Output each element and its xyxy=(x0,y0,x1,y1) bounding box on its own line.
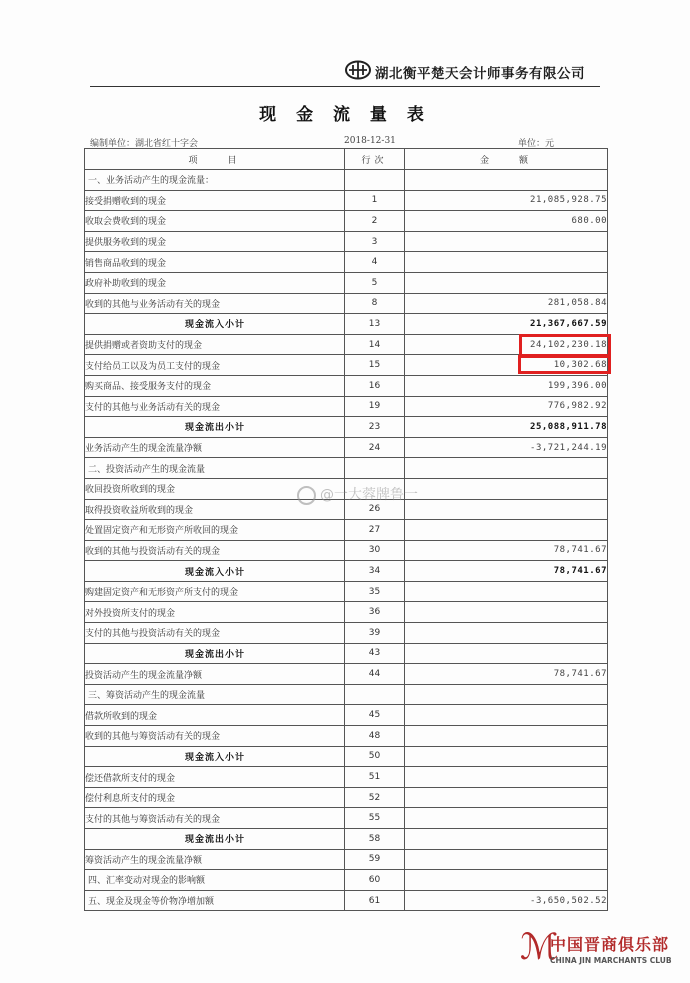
row-item-label: 销售商品收到的现金 xyxy=(85,252,345,273)
row-line-number: 4 xyxy=(345,252,405,273)
table-row xyxy=(85,767,608,788)
row-item-label: 购建固定资产和无形资产所支付的现金 xyxy=(85,581,345,602)
table-row xyxy=(85,375,608,396)
row-amount: 281,058.84 xyxy=(405,293,608,314)
row-line-number: 59 xyxy=(345,849,405,870)
row-item-label: 三、筹资活动产生的现金流量 xyxy=(85,684,345,705)
table-row xyxy=(85,272,608,293)
table-row xyxy=(85,726,608,747)
row-line-number: 52 xyxy=(345,787,405,808)
row-line-number: 24 xyxy=(345,437,405,458)
row-amount xyxy=(405,520,608,541)
row-item-label: 现金流出小计 xyxy=(85,829,345,850)
row-item-label: 支付的其他与投资活动有关的现金 xyxy=(85,623,345,644)
row-amount: 78,741.67 xyxy=(405,561,608,582)
row-amount: -3,721,244.19 xyxy=(405,437,608,458)
row-item-label: 现金流入小计 xyxy=(85,314,345,335)
row-amount xyxy=(405,478,608,499)
table-row xyxy=(85,705,608,726)
row-amount: 21,085,928.75 xyxy=(405,190,608,211)
table-row xyxy=(85,190,608,211)
row-item-label: 提供服务收到的现金 xyxy=(85,231,345,252)
row-line-number: 50 xyxy=(345,746,405,767)
firm-name: 湖北衡平楚天会计师事务有限公司 xyxy=(375,66,585,82)
row-amount xyxy=(405,272,608,293)
column-header-line: 行次 xyxy=(345,149,405,170)
row-item-label: 业务活动产生的现金流量净额 xyxy=(85,437,345,458)
unit-label: 单位：元 xyxy=(518,139,555,149)
row-amount xyxy=(405,829,608,850)
table-row xyxy=(85,581,608,602)
row-line-number: 1 xyxy=(345,190,405,211)
row-item-label: 取得投资收益所收到的现金 xyxy=(85,499,345,520)
row-line-number: 2 xyxy=(345,211,405,232)
table-row xyxy=(85,849,608,870)
row-item-label: 收取会费收到的现金 xyxy=(85,211,345,232)
table-row xyxy=(85,808,608,829)
table-row xyxy=(85,540,608,561)
row-item-label: 现金流入小计 xyxy=(85,746,345,767)
row-item-label: 处置固定资产和无形资产所收回的现金 xyxy=(85,520,345,541)
row-line-number: 35 xyxy=(345,581,405,602)
report-date: 2018-12-31 xyxy=(344,136,396,146)
row-item-label: 政府补助收到的现金 xyxy=(85,272,345,293)
row-amount: 680.00 xyxy=(405,211,608,232)
row-item-label: 投资活动产生的现金流量净额 xyxy=(85,664,345,685)
row-item-label: 收回投资所收到的现金 xyxy=(85,478,345,499)
row-line-number xyxy=(345,170,405,191)
cash-flow-table xyxy=(84,148,608,911)
row-line-number: 26 xyxy=(345,499,405,520)
row-item-label: 现金流入小计 xyxy=(85,561,345,582)
org-label: 编制单位：湖北省红十字会 xyxy=(90,139,199,149)
weibo-watermark xyxy=(297,484,418,505)
table-row xyxy=(85,417,608,438)
row-line-number: 58 xyxy=(345,829,405,850)
highlight-box-line-15 xyxy=(518,355,611,374)
row-amount xyxy=(405,746,608,767)
row-amount: 78,741.67 xyxy=(405,540,608,561)
row-amount xyxy=(405,252,608,273)
table-row xyxy=(85,684,608,705)
row-line-number: 23 xyxy=(345,417,405,438)
table-row xyxy=(85,787,608,808)
row-item-label: 现金流出小计 xyxy=(85,417,345,438)
row-item-label: 二、投资活动产生的现金流量 xyxy=(85,458,345,479)
row-amount: 776,982.92 xyxy=(405,396,608,417)
row-item-label: 收到的其他与业务活动有关的现金 xyxy=(85,293,345,314)
row-amount: -3,650,502.52 xyxy=(405,890,608,911)
table-row xyxy=(85,829,608,850)
column-header-amount: 金 额 xyxy=(405,149,608,170)
row-item-label: 借款所收到的现金 xyxy=(85,705,345,726)
row-amount: 25,088,911.78 xyxy=(405,417,608,438)
firm-header xyxy=(345,56,595,86)
firm-logo-icon xyxy=(345,60,371,80)
row-line-number: 30 xyxy=(345,540,405,561)
row-amount xyxy=(405,499,608,520)
row-line-number: 34 xyxy=(345,561,405,582)
row-amount xyxy=(405,705,608,726)
row-amount: 24,102,230.18 xyxy=(405,334,608,355)
row-amount xyxy=(405,643,608,664)
table-row xyxy=(85,252,608,273)
row-amount: 10,302.68 xyxy=(405,355,608,376)
row-item-label: 偿还借款所支付的现金 xyxy=(85,767,345,788)
row-amount xyxy=(405,684,608,705)
table-row xyxy=(85,231,608,252)
table-row xyxy=(85,602,608,623)
table-row xyxy=(85,643,608,664)
row-item-label: 接受捐赠收到的现金 xyxy=(85,190,345,211)
row-line-number: 61 xyxy=(345,890,405,911)
row-item-label: 收到的其他与投资活动有关的现金 xyxy=(85,540,345,561)
club-name-en: CHINA JIN MARCHANTS CLUB xyxy=(550,956,672,965)
highlight-box-line-14 xyxy=(519,334,611,357)
row-amount xyxy=(405,849,608,870)
row-amount xyxy=(405,726,608,747)
table-row xyxy=(85,437,608,458)
row-amount xyxy=(405,623,608,644)
table-row xyxy=(85,520,608,541)
row-amount xyxy=(405,231,608,252)
table-header-row xyxy=(85,149,608,170)
document-title: 现 金 流 量 表 xyxy=(259,105,431,125)
row-item-label: 四、汇率变动对现金的影响额 xyxy=(85,870,345,891)
row-line-number: 5 xyxy=(345,272,405,293)
club-watermark xyxy=(520,928,685,974)
row-item-label: 对外投资所支付的现金 xyxy=(85,602,345,623)
row-item-label: 支付给员工以及为员工支付的现金 xyxy=(85,355,345,376)
row-amount xyxy=(405,767,608,788)
row-line-number: 60 xyxy=(345,870,405,891)
row-item-label: 购买商品、接受服务支付的现金 xyxy=(85,375,345,396)
row-line-number: 19 xyxy=(345,396,405,417)
row-line-number xyxy=(345,458,405,479)
row-item-label: 筹资活动产生的现金流量净额 xyxy=(85,849,345,870)
table-row xyxy=(85,561,608,582)
table-row xyxy=(85,623,608,644)
table-row xyxy=(85,293,608,314)
row-amount xyxy=(405,581,608,602)
watermark-text: @一大蓉牌鲁一 xyxy=(320,487,418,503)
row-line-number: 3 xyxy=(345,231,405,252)
table-row xyxy=(85,890,608,911)
table-row xyxy=(85,170,608,191)
row-line-number: 44 xyxy=(345,664,405,685)
row-line-number xyxy=(345,684,405,705)
row-line-number: 8 xyxy=(345,293,405,314)
row-line-number: 45 xyxy=(345,705,405,726)
row-amount: 199,396.00 xyxy=(405,375,608,396)
row-line-number: 43 xyxy=(345,643,405,664)
row-line-number: 39 xyxy=(345,623,405,644)
club-logo-icon: ℳ xyxy=(520,927,559,968)
row-amount xyxy=(405,870,608,891)
row-line-number: 48 xyxy=(345,726,405,747)
row-line-number: 16 xyxy=(345,375,405,396)
row-item-label: 支付的其他与筹资活动有关的现金 xyxy=(85,808,345,829)
row-item-label: 现金流出小计 xyxy=(85,643,345,664)
table-row xyxy=(85,458,608,479)
table-row xyxy=(85,664,608,685)
row-line-number: 36 xyxy=(345,602,405,623)
row-item-label: 收到的其他与筹资活动有关的现金 xyxy=(85,726,345,747)
row-line-number: 55 xyxy=(345,808,405,829)
weibo-icon xyxy=(297,486,316,505)
row-line-number: 15 xyxy=(345,355,405,376)
table-row xyxy=(85,746,608,767)
table-row xyxy=(85,314,608,335)
row-line-number: 51 xyxy=(345,767,405,788)
table-row xyxy=(85,870,608,891)
row-item-label: 提供捐赠或者资助支付的现金 xyxy=(85,334,345,355)
row-item-label: 一、业务活动产生的现金流量： xyxy=(85,170,345,191)
row-amount xyxy=(405,808,608,829)
row-item-label: 五、现金及现金等价物净增加额 xyxy=(85,890,345,911)
header-divider xyxy=(90,86,600,87)
row-amount xyxy=(405,170,608,191)
row-amount xyxy=(405,602,608,623)
row-item-label: 偿付利息所支付的现金 xyxy=(85,787,345,808)
row-item-label: 支付的其他与业务活动有关的现金 xyxy=(85,396,345,417)
column-header-item: 项 目 xyxy=(85,149,345,170)
row-amount xyxy=(405,458,608,479)
row-line-number: 14 xyxy=(345,334,405,355)
row-amount: 78,741.67 xyxy=(405,664,608,685)
cash-flow-rows xyxy=(85,170,608,911)
row-line-number: 27 xyxy=(345,520,405,541)
table-row xyxy=(85,211,608,232)
row-line-number: 13 xyxy=(345,314,405,335)
row-amount: 21,367,667.59 xyxy=(405,314,608,335)
club-name-cn: 中国晋商俱乐部 xyxy=(550,935,670,954)
row-amount xyxy=(405,787,608,808)
table-row xyxy=(85,396,608,417)
